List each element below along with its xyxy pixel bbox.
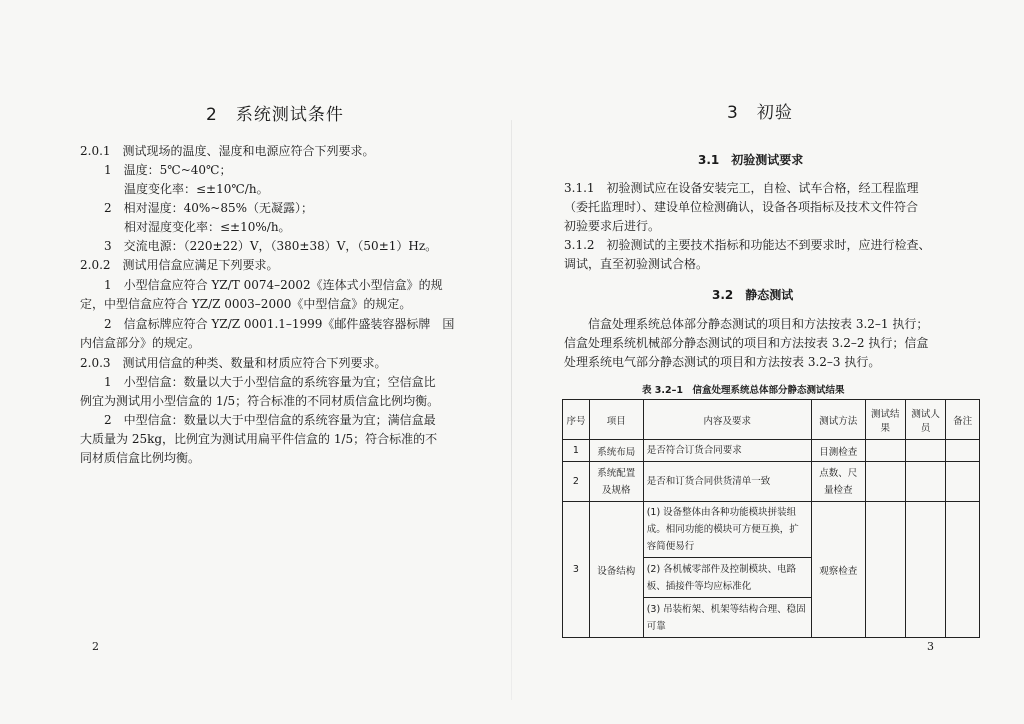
clause-3-1-2-line2: 调试，直至初验测试合格。: [564, 257, 709, 271]
table-caption: 表 3.2–1 信盒处理系统总体部分静态测试结果: [642, 385, 845, 396]
item-humidity: 2 相对湿度：40%~85%（无凝露）；: [104, 201, 314, 215]
para-label-1: 2 信盒标牌应符合 YZ/Z 0001.1–1999《邮件盛装容器标牌 国: [104, 317, 455, 331]
cell-no: 2: [563, 462, 590, 502]
para-small-box-2: 定，中型信盒应符合 YZ/Z 0003–2000《中型信盒》的规定。: [80, 297, 412, 311]
item-humidity-rate: 相对湿度变化率：≤±10%/h。: [124, 220, 291, 234]
cell-item: 设备结构: [589, 502, 643, 638]
page-number-left: 2: [92, 640, 99, 653]
header-no: 序号: [563, 400, 590, 440]
header-remark: 备注: [946, 400, 980, 440]
clause-3-1-1-line1: 3.1.1 初验测试应在设备安装完工，自检、试车合格，经工程监理: [564, 181, 919, 195]
clause-2-0-3: 2.0.3 测试用信盒的种类、数量和材质应符合下列要求。: [80, 356, 387, 370]
cell-method: 观察检查: [811, 502, 865, 638]
cell-remark: [946, 502, 980, 638]
para-small-box-1: 1 小型信盒应符合 YZ/T 0074–2002《连体式小型信盒》的规: [104, 278, 443, 292]
cell-item: 系统布局: [589, 440, 643, 462]
clause-2-0-2: 2.0.2 测试用信盒应满足下列要求。: [80, 258, 279, 272]
header-content: 内容及要求: [643, 400, 811, 440]
section-3-2-heading: 3.2 静态测试: [712, 288, 794, 302]
clause-3-1-2-line1: 3.1.2 初验测试的主要技术指标和功能达不到要求时，应进行检查、: [564, 238, 931, 252]
cell-no: 1: [563, 440, 590, 462]
clause-3-1-1-line3: 初验要求后进行。: [564, 219, 661, 233]
right-page: [512, 0, 1024, 724]
cell-result: [865, 462, 905, 502]
header-item: 项目: [589, 400, 643, 440]
table-row: [563, 440, 980, 462]
header-method: 测试方法: [811, 400, 865, 440]
static-test-table: [562, 399, 980, 638]
section-3-heading: 3 初验: [727, 103, 793, 123]
section-3-1-heading: 3.1 初验测试要求: [698, 153, 804, 167]
cell-tester: [905, 440, 945, 462]
cell-result: [865, 440, 905, 462]
cell-remark: [946, 462, 980, 502]
cell-item: 系统配置及规格: [589, 462, 643, 502]
cell-remark: [946, 440, 980, 462]
item-temperature: 1 温度：5℃~40℃；: [104, 163, 232, 177]
para-label-2: 内信盒部分》的规定。: [80, 336, 201, 350]
page-number-right: 3: [927, 640, 934, 653]
cell-content: 是否和订货合同供货清单一致: [643, 462, 811, 502]
para-medium-qty-1: 2 中型信盒：数量以大于中型信盒的系统容量为宜；满信盒最: [104, 413, 436, 427]
cell-content-sub: (2) 各机械零部件及控制模块、电路板、插接件等均应标准化: [643, 558, 811, 598]
clause-2-0-1: 2.0.1 测试现场的温度、湿度和电源应符合下列要求。: [80, 144, 375, 158]
para-small-qty-1: 1 小型信盒：数量以大于小型信盒的系统容量为宜；空信盒比: [104, 375, 436, 389]
table-row: [563, 462, 980, 502]
para-medium-qty-3: 同材质信盒比例均衡。: [80, 451, 201, 465]
clause-3-1-1-line2: （委托监理时）、建设单位检测确认，设备各项指标及技术文件符合: [564, 200, 919, 214]
cell-result: [865, 502, 905, 638]
cell-method: 点数、尺量检查: [811, 462, 865, 502]
section-2-heading: 2 系统测试条件: [206, 105, 344, 125]
table-row: [563, 502, 980, 558]
para-3-2-line3: 处理系统电气部分静态测试的项目和方法按表 3.2–3 执行。: [564, 355, 881, 369]
para-3-2-line2: 信盒处理系统机械部分静态测试的项目和方法按表 3.2–2 执行；信盒: [564, 336, 929, 350]
para-medium-qty-2: 大质量为 25kg，比例宜为测试用扁平件信盒的 1/5；符合标准的不: [80, 432, 438, 446]
cell-tester: [905, 502, 945, 638]
cell-content-sub: (3) 吊装桁架、机架等结构合理、稳固可靠: [643, 598, 811, 638]
table-header-row: [563, 400, 980, 440]
cell-method: 目测检查: [811, 440, 865, 462]
cell-content-sub: (1) 设备整体由各种功能模块拼装组成。相同功能的模块可方便互换，扩容简便易行: [643, 502, 811, 558]
cell-content: 是否符合订货合同要求: [643, 440, 811, 462]
cell-tester: [905, 462, 945, 502]
item-temperature-rate: 温度变化率：≤±10℃/h。: [124, 182, 269, 196]
item-power: 3 交流电源：（220±22）V，（380±38）V，（50±1）Hz。: [104, 239, 438, 253]
para-3-2-line1: 信盒处理系统总体部分静态测试的项目和方法按表 3.2–1 执行；: [588, 317, 929, 331]
header-result: 测试结果: [865, 400, 905, 440]
para-small-qty-2: 例宜为测试用小型信盒的 1/5；符合标准的不同材质信盒比例均衡。: [80, 394, 440, 408]
header-tester: 测试人员: [905, 400, 945, 440]
cell-no: 3: [563, 502, 590, 638]
